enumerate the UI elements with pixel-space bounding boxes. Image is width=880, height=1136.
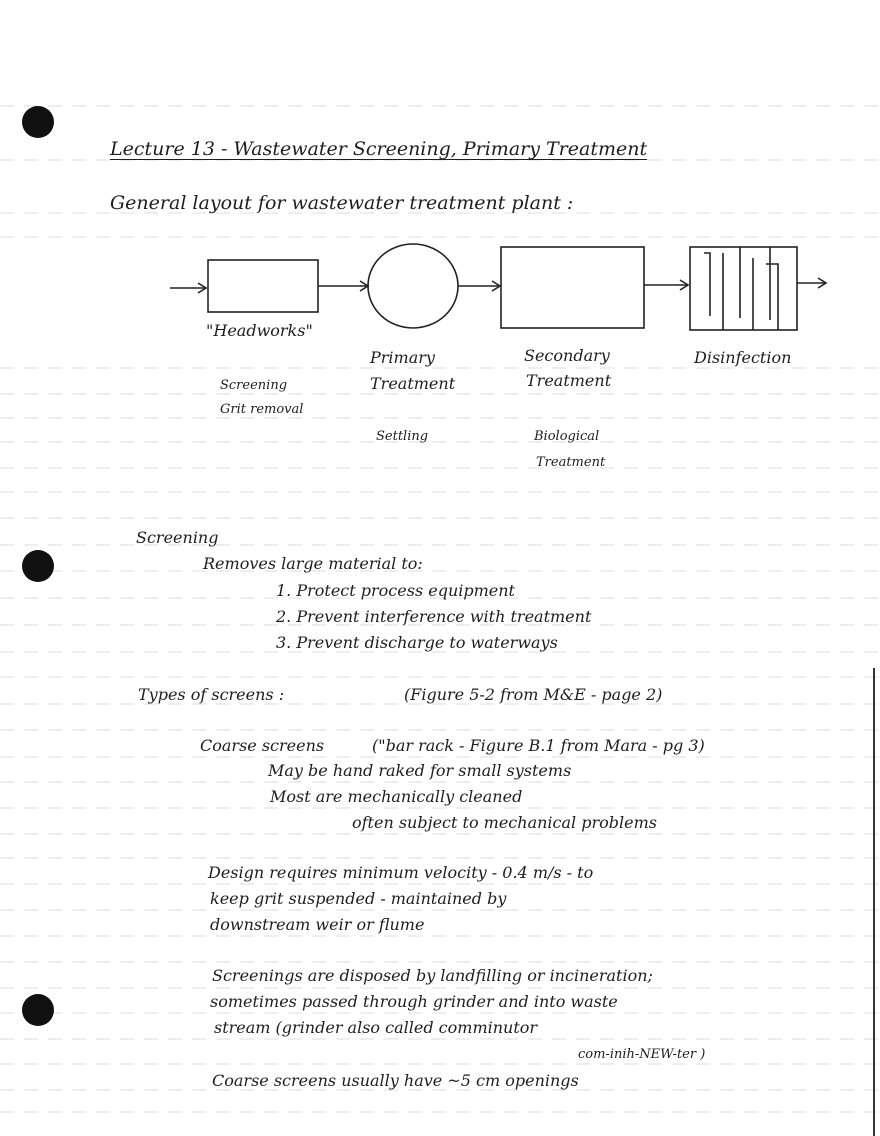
secondary-treatment-box <box>501 247 644 328</box>
layout-heading: General layout for wastewater treatment plant : <box>110 192 574 214</box>
disposal-line-3: stream (grinder also called comminutor <box>214 1018 538 1037</box>
screening-item-2: 2. Prevent interference with treatment <box>276 607 592 626</box>
coarse-line-3: often subject to mechanical problems <box>352 813 657 832</box>
primary-note-settling: Settling <box>376 429 429 444</box>
primary-label-1: Primary <box>370 348 435 367</box>
secondary-label-1: Secondary <box>524 346 610 365</box>
openings-line: Coarse screens usually have ~5 cm openings <box>212 1071 579 1090</box>
headworks-label: "Headworks" <box>206 321 313 340</box>
design-line-1: Design requires minimum velocity - 0.4 m/s - to <box>208 863 594 882</box>
coarse-line-2: Most are mechanically cleaned <box>270 787 523 806</box>
disinfection-box <box>690 247 797 330</box>
coarse-line-1: May be hand raked for small systems <box>268 761 572 780</box>
headworks-box <box>208 260 318 312</box>
primary-label-2: Treatment <box>370 374 456 393</box>
lecture-title: Lecture 13 - Wastewater Screening, Primary Treatment <box>110 138 648 160</box>
coarse-reference: ("bar rack - Figure B.1 from Mara - pg 3) <box>372 736 705 755</box>
comminutor-pronunciation: com-inih-NEW-ter ) <box>578 1047 706 1062</box>
types-reference: (Figure 5-2 from M&E - page 2) <box>404 685 663 704</box>
disposal-line-2: sometimes passed through grinder and into waste <box>210 992 618 1011</box>
types-heading: Types of screens : <box>138 685 285 704</box>
disinfection-label: Disinfection <box>694 348 792 367</box>
primary-treatment-circle <box>368 244 458 328</box>
secondary-note-2: Treatment <box>536 455 606 470</box>
screening-heading: Screening <box>136 528 219 547</box>
disposal-line-1: Screenings are disposed by landfilling or incineration; <box>212 966 653 985</box>
secondary-label-2: Treatment <box>526 371 612 390</box>
screening-item-3: 3. Prevent discharge to waterways <box>276 633 558 652</box>
headworks-note-grit: Grit removal <box>220 402 304 417</box>
screening-item-1: 1. Protect process equipment <box>276 581 515 600</box>
headworks-note-screening: Screening <box>220 378 288 393</box>
coarse-heading: Coarse screens <box>200 736 325 755</box>
design-line-3: downstream weir or flume <box>210 915 425 934</box>
disinfection-baffles <box>704 253 710 316</box>
screening-intro: Removes large material to: <box>203 554 423 573</box>
secondary-note-1: Biological <box>534 429 600 444</box>
design-line-2: keep grit suspended - maintained by <box>210 889 507 908</box>
